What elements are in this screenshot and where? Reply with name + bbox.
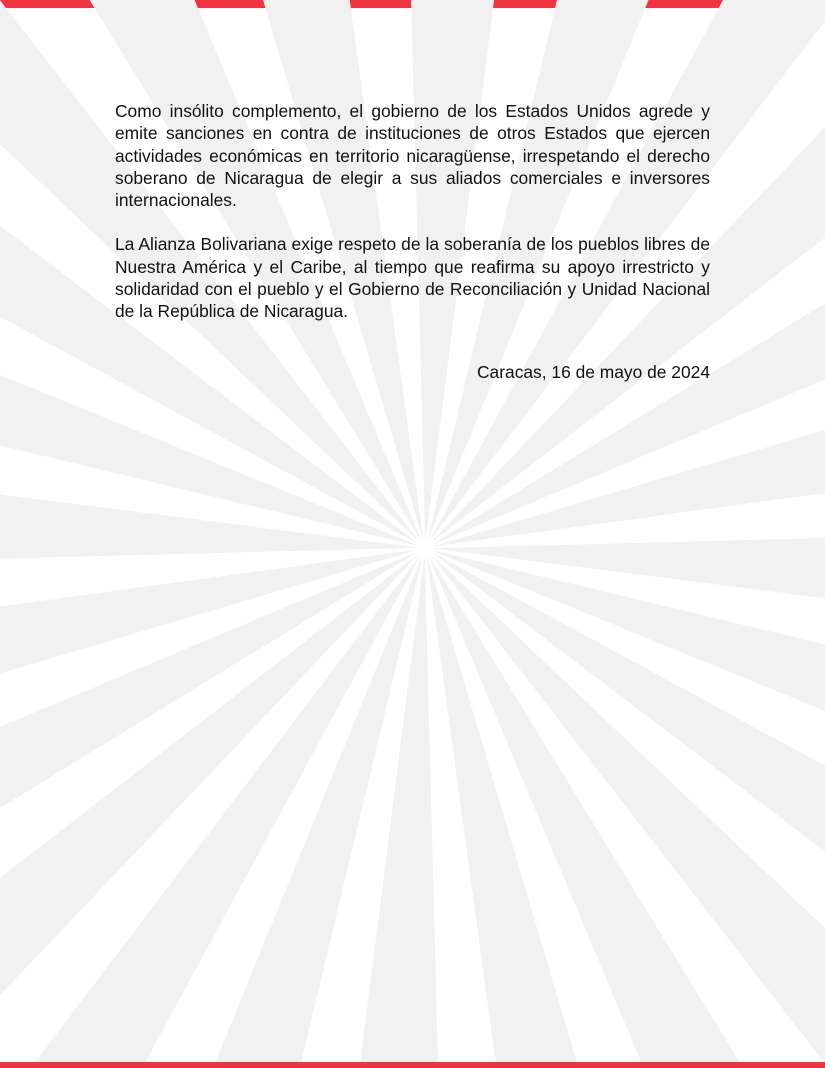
letter-body: [115, 100, 710, 323]
bottom-accent-bar: [0, 1062, 825, 1068]
place-and-date: Caracas, 16 de mayo de 2024: [477, 362, 710, 382]
paragraph-2: La Alianza Bolivariana exige respeto de la soberanía de los pueblos libres de Nuestra América y el Caribe, al tiempo que reafirma su apoyo irrestricto y solidaridad con el pueblo y el Gobierno de Reconciliación y Unidad Nacional de la República de Nicaragua.: [115, 234, 710, 322]
paragraph-1: Como insólito complemento, el gobierno de los Estados Unidos agrede y emite sanciones en contra de instituciones de otros Estados que ejercen actividades económicas en territorio nicaragüense, irrespetando el derecho soberano de Nicaragua de elegir a sus aliados comerciales e inversores internacionales.: [115, 101, 710, 211]
